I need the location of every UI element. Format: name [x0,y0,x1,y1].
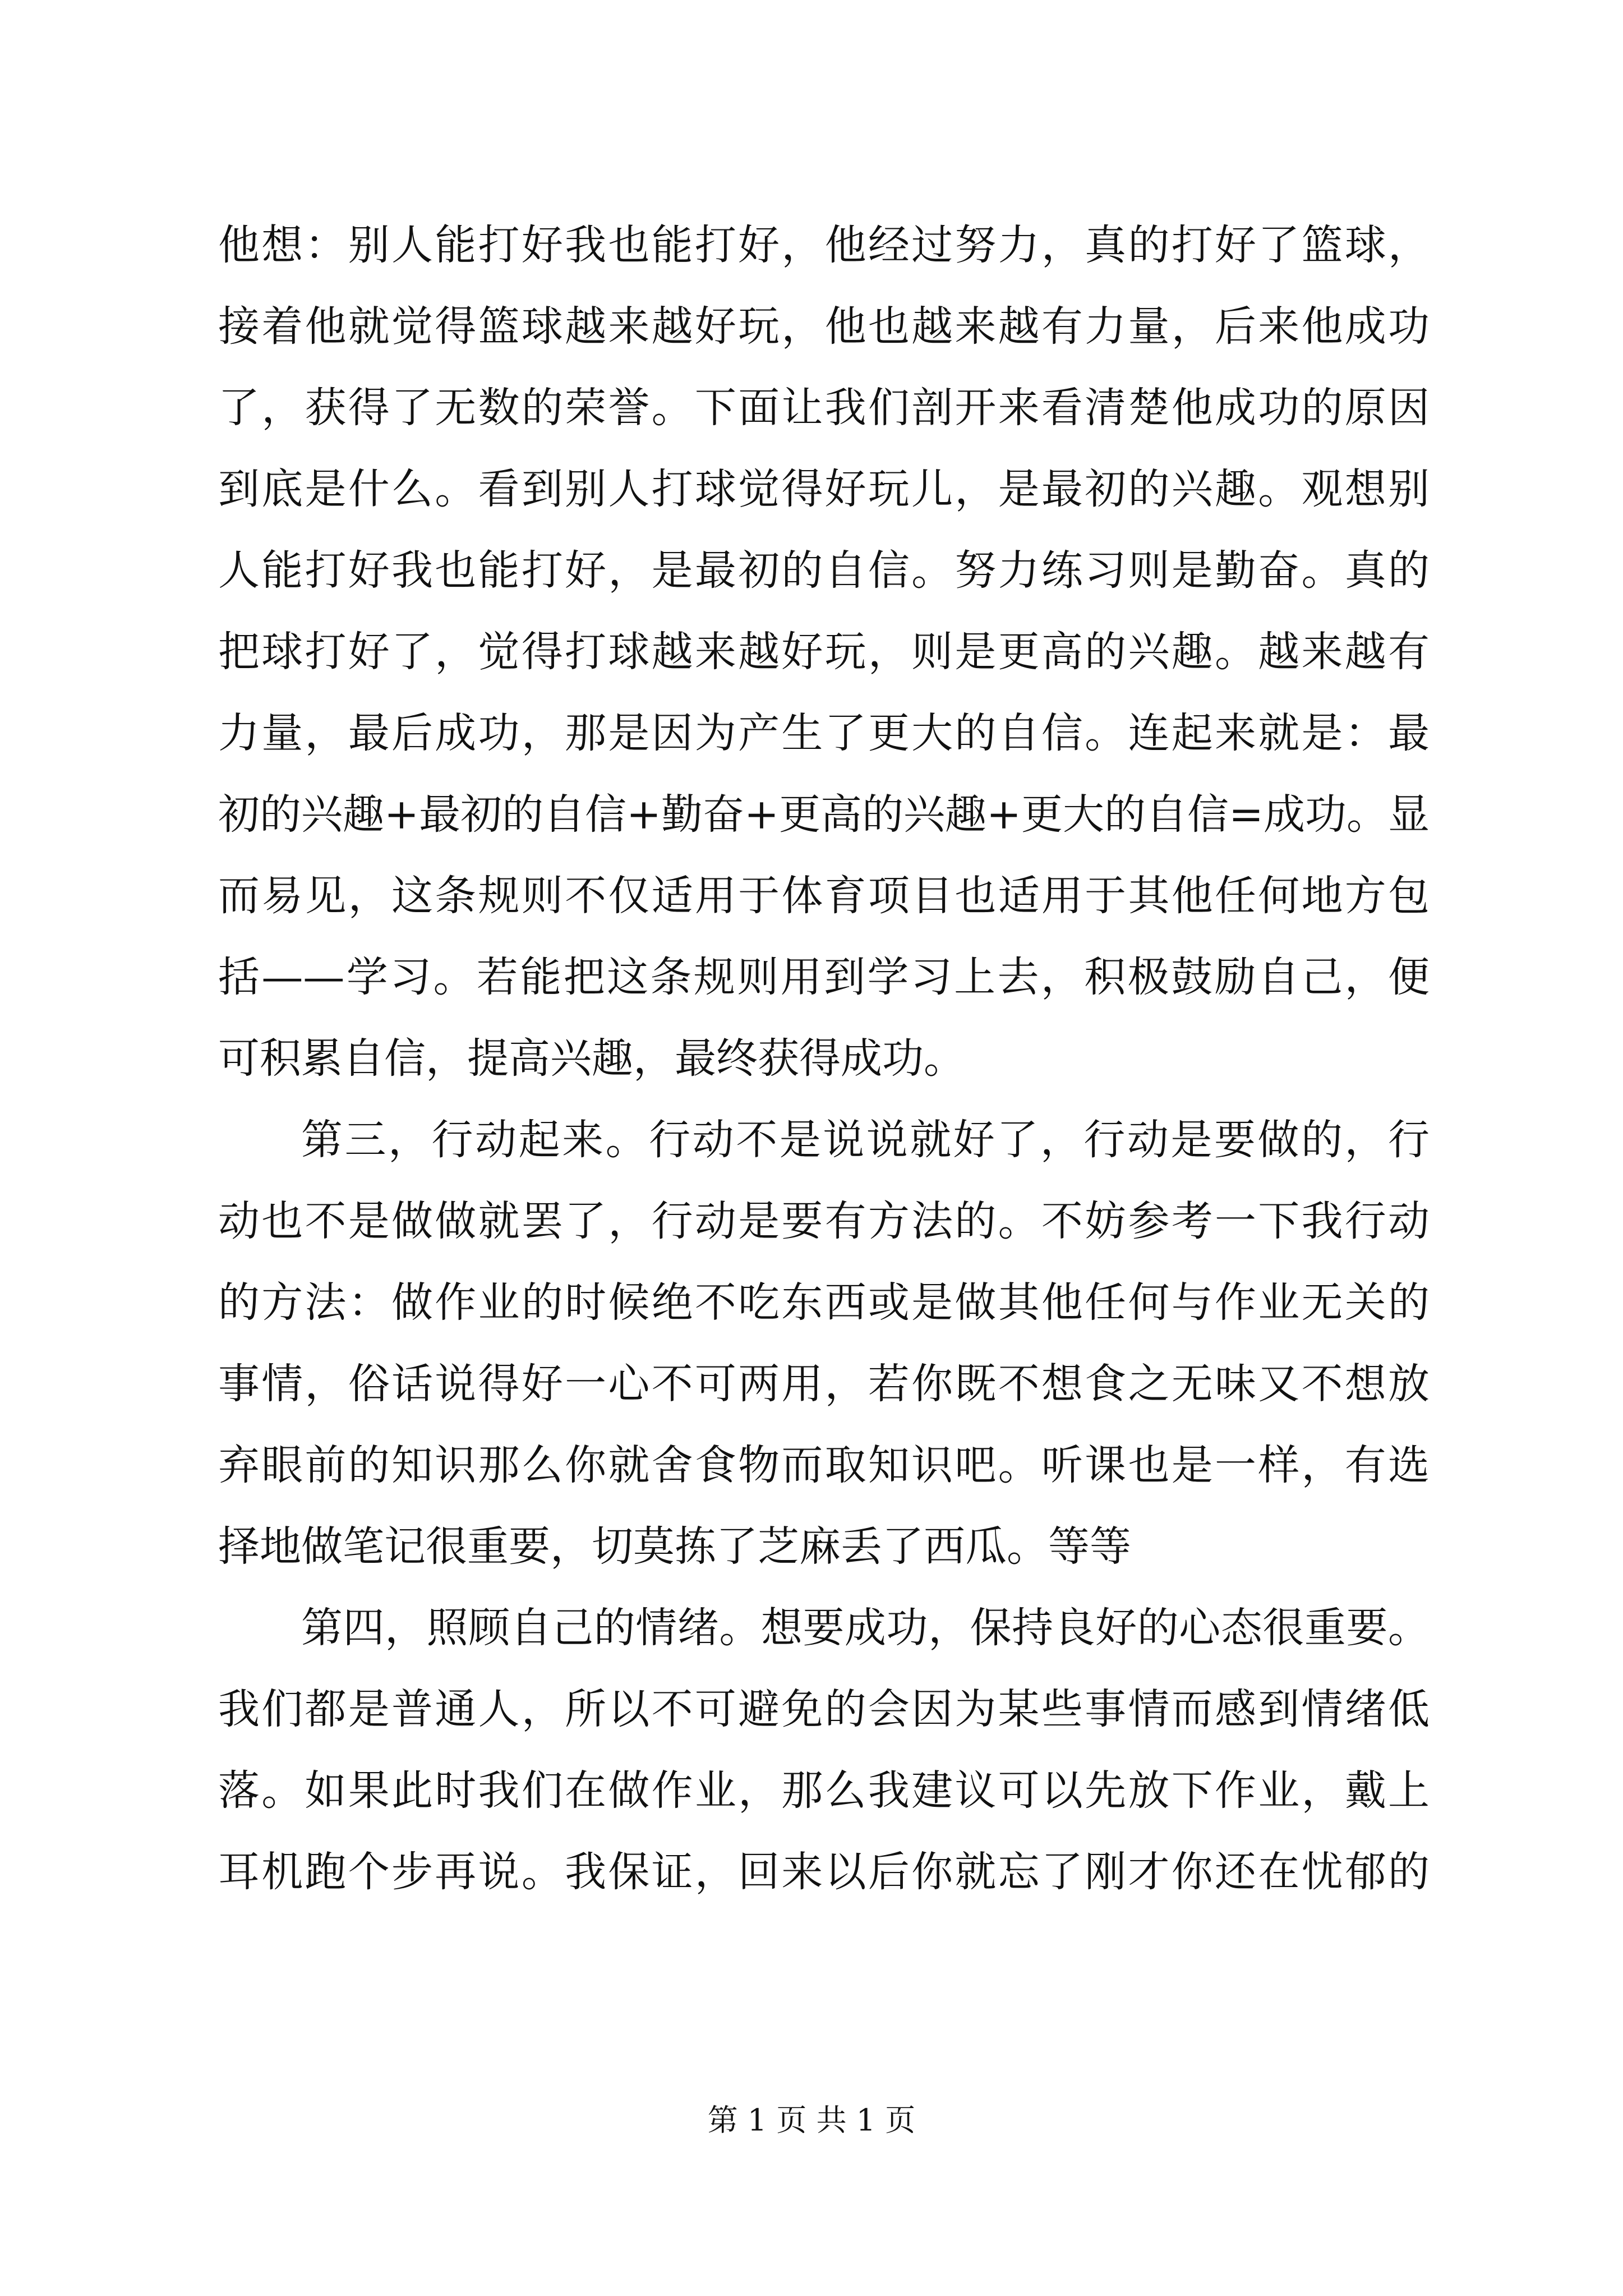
text-line: 到底是什么。看到别人打球觉得好玩儿，是最初的兴趣。观想别 [218,465,1430,513]
text-line: 他想：别人能打好我也能打好，他经过努力，真的打好了篮球， [218,221,1430,269]
text-line: 把球打好了，觉得打球越来越好玩，则是更高的兴趣。越来越有 [218,628,1430,676]
text-line: 而易见，这条规则不仅适用于体育项目也适用于其他任何地方包 [218,872,1430,920]
text-line: 的方法：做作业的时候绝不吃东西或是做其他任何与作业无关的 [218,1278,1430,1327]
text-line: 初的兴趣+最初的自信+勤奋+更高的兴趣+更大的自信=成功。显 [218,790,1430,839]
text-line: 动也不是做做就罢了，行动是要有方法的。不妨参考一下我行动 [218,1197,1430,1245]
text-line: 接着他就觉得篮球越来越好玩，他也越来越有力量，后来他成功 [218,302,1430,351]
text-line: 落。如果此时我们在做作业，那么我建议可以先放下作业，戴上 [218,1766,1430,1815]
paragraph-start-line: 第四，照顾自己的情绪。想要成功，保持良好的心态很重要。 [301,1604,1430,1652]
text-line: 可积累自信，提高兴趣，最终获得成功。 [218,1034,965,1083]
text-line: 力量，最后成功，那是因为产生了更大的自信。连起来就是：最 [218,709,1430,757]
paragraph-start-line: 第三，行动起来。行动不是说说就好了，行动是要做的，行 [301,1116,1430,1164]
text-line: 耳机跑个步再说。我保证，回来以后你就忘了刚才你还在忧郁的 [218,1848,1430,1896]
page-number-footer: 第 1 页 共 1 页 [707,2102,916,2138]
text-line: 择地做笔记很重要，切莫拣了芝麻丢了西瓜。等等 [218,1522,1131,1571]
text-line: 括——学习。若能把这条规则用到学习上去，积极鼓励自己，便 [218,953,1430,1001]
text-line: 人能打好我也能打好，是最初的自信。努力练习则是勤奋。真的 [218,546,1430,595]
text-line: 了，获得了无数的荣誉。下面让我们剖开来看清楚他成功的原因 [218,384,1430,432]
text-line: 我们都是普通人，所以不可避免的会因为某些事情而感到情绪低 [218,1685,1430,1733]
text-line: 事情，俗话说得好一心不可两用，若你既不想食之无味又不想放 [218,1360,1430,1408]
text-line: 弃眼前的知识那么你就舍食物而取知识吧。听课也是一样，有选 [218,1441,1430,1489]
body-text [218,205,1430,1913]
